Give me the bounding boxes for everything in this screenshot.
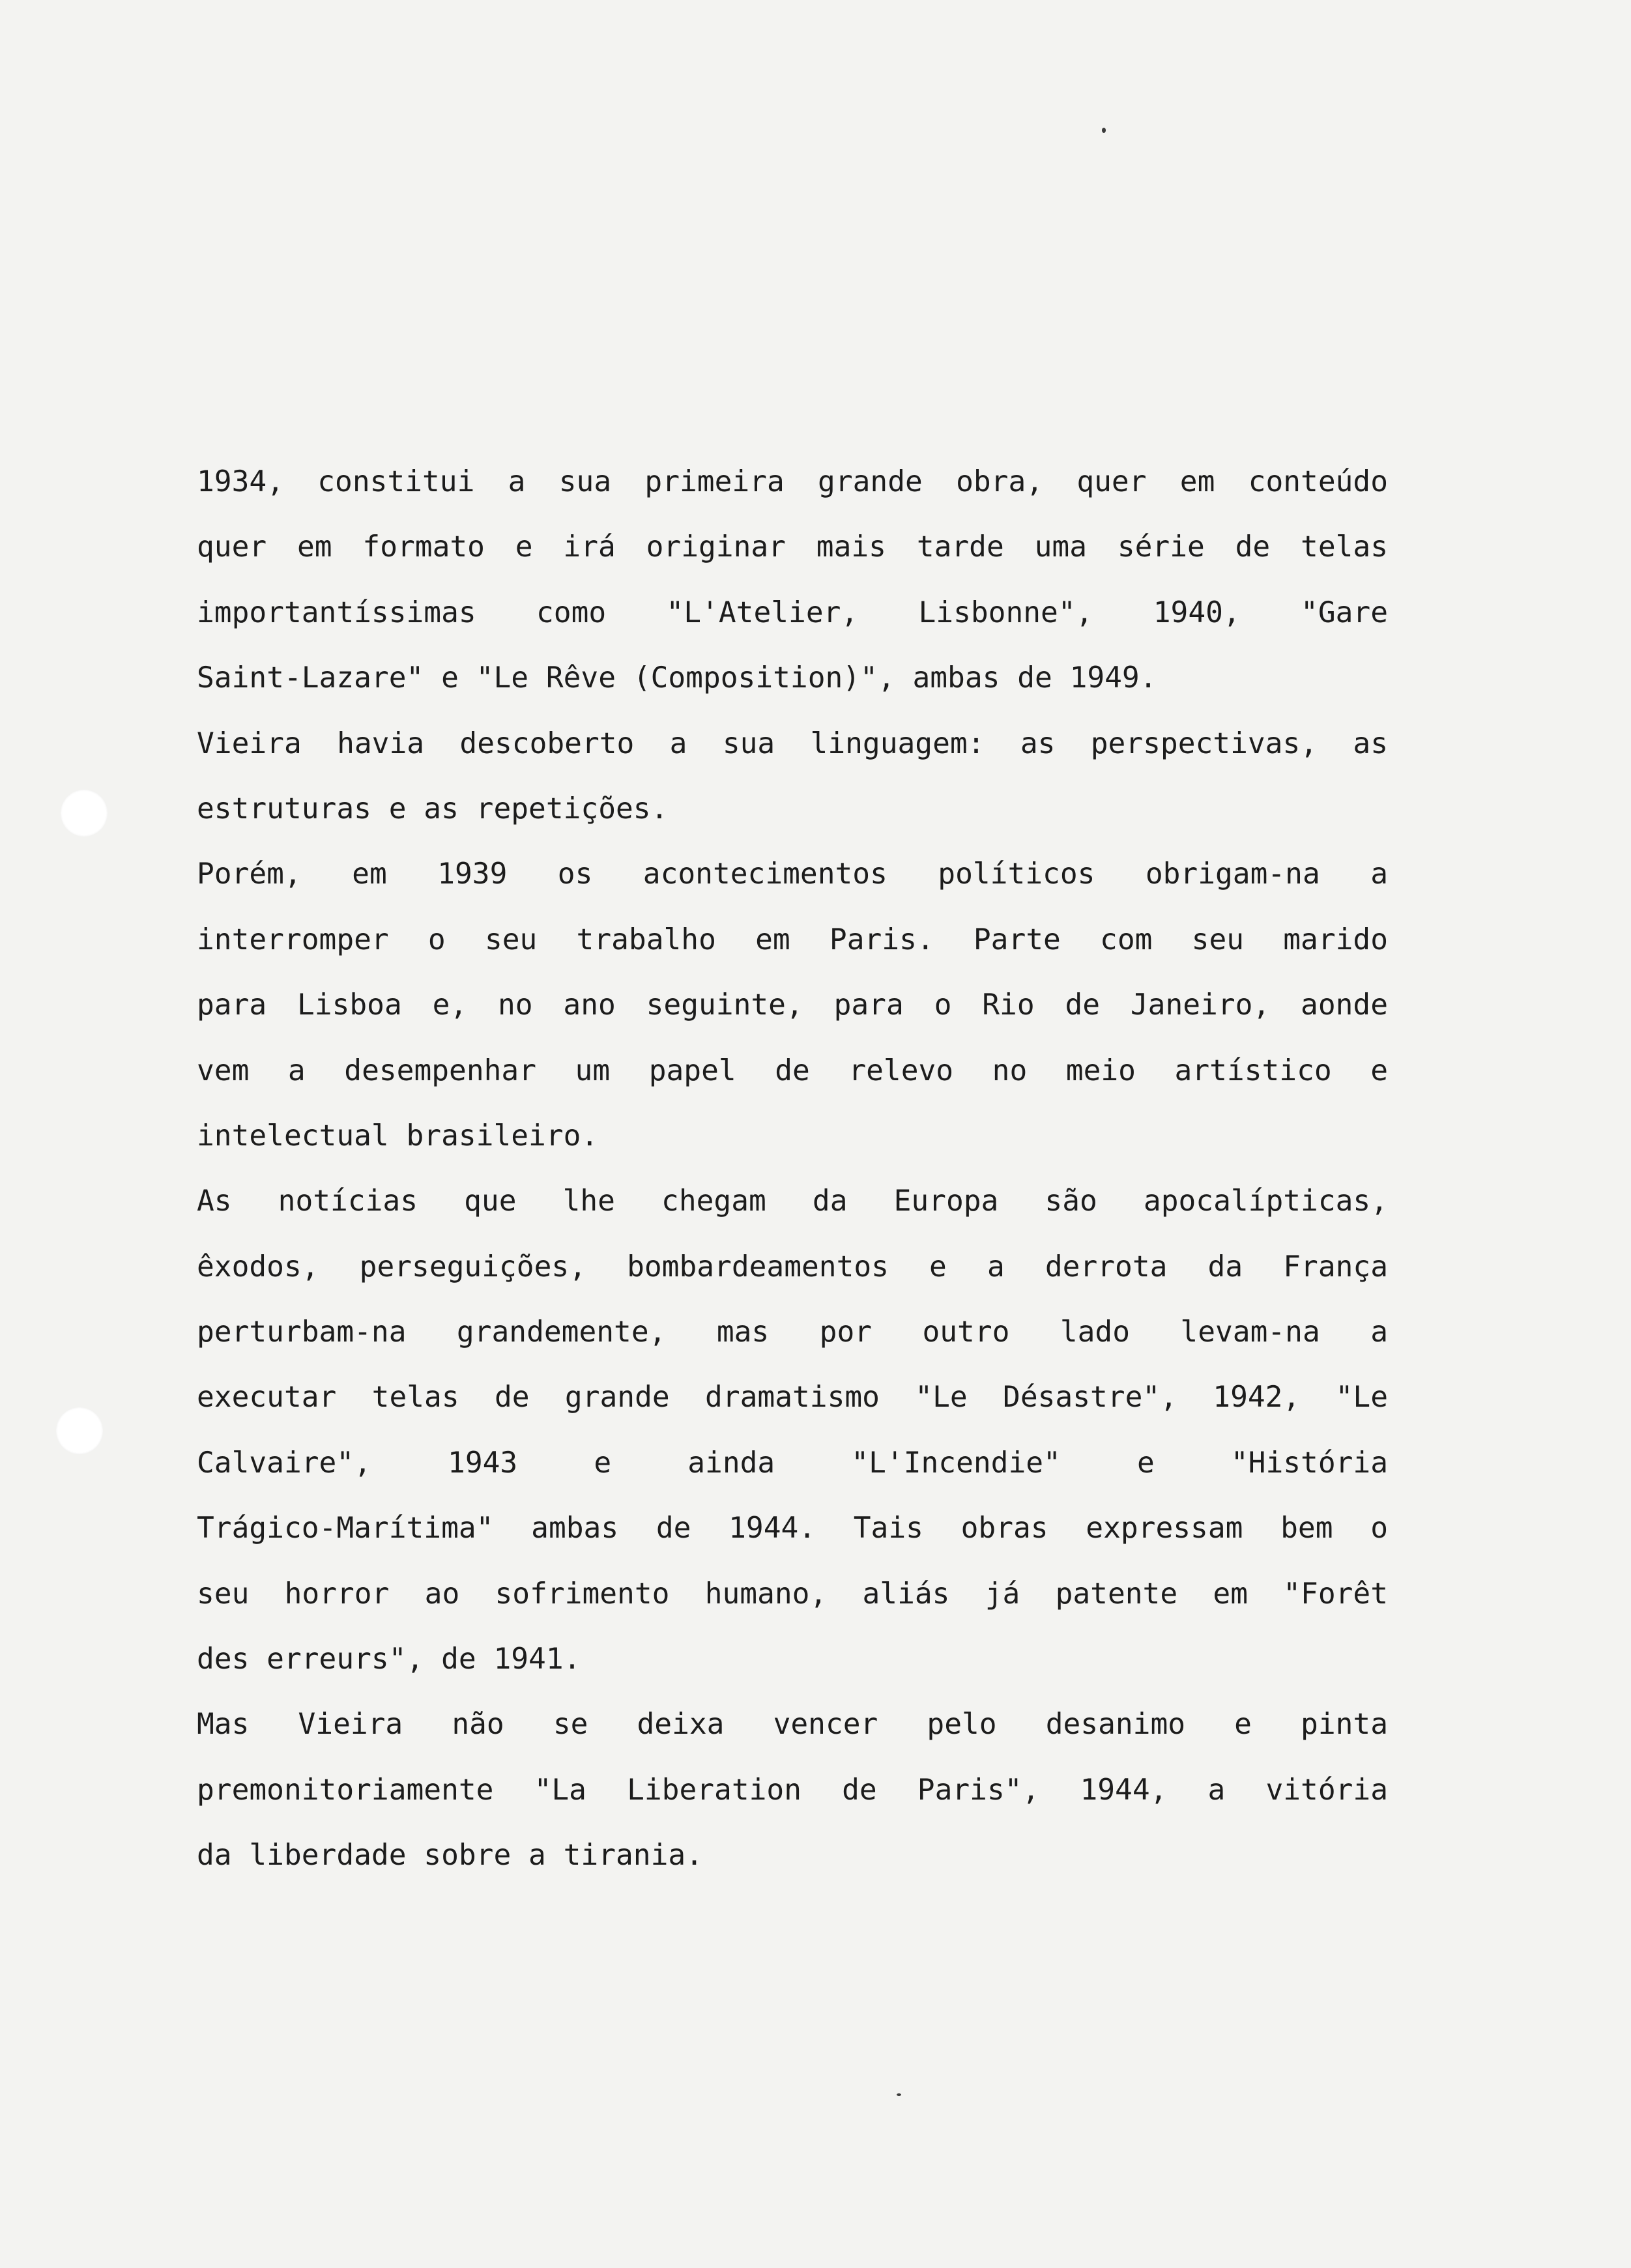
text-line: quer em formato e irá originar mais tarde uma série de telas (197, 530, 1388, 564)
text-line: estruturas e as repetições. (197, 792, 669, 825)
text-line: perturbam-na grandemente, mas por outro lado levam-na a (197, 1315, 1388, 1349)
punch-hole-top (61, 790, 108, 837)
text-line: para Lisboa e, no ano seguinte, para o Rio de Janeiro, aonde (197, 988, 1388, 1022)
text-line: Calvaire", 1943 e ainda "L'Incendie" e "História (197, 1446, 1388, 1480)
text-line: Vieira havia descoberto a sua linguagem: as perspectivas, as (197, 726, 1388, 760)
ink-speck-bottom (897, 2093, 901, 2096)
text-line: Porém, em 1939 os acontecimentos políticos obrigam-na a (197, 857, 1388, 891)
text-line: intelectual brasileiro. (197, 1119, 599, 1153)
text-line: Mas Vieira não se deixa vencer pelo desanimo e pinta (197, 1708, 1388, 1742)
text-line: importantíssimas como "L'Atelier, Lisbonne", 1940, "Gare (197, 596, 1388, 629)
text-line: executar telas de grande dramatismo "Le Désastre", 1942, "Le (197, 1381, 1388, 1414)
text-line: êxodos, perseguições, bombardeamentos e a derrota da França (197, 1250, 1388, 1284)
text-line: Trágico-Marítima" ambas de 1944. Tais obras expressam bem o (197, 1512, 1388, 1545)
text-line: interromper o seu trabalho em Paris. Parte com seu marido (197, 923, 1388, 956)
punch-hole-bottom (56, 1407, 103, 1454)
text-line: As notícias que lhe chegam da Europa são apocalípticas, (197, 1184, 1388, 1218)
text-line: da liberdade sobre a tirania. (197, 1839, 703, 1873)
text-line: Saint-Lazare" e "Le Rêve (Composition)", ambas de 1949. (197, 661, 1157, 695)
text-line: 1934, constitui a sua primeira grande obra, quer em conteúdo (197, 465, 1388, 498)
text-line: vem a desempenhar um papel de relevo no meio artístico e (197, 1054, 1388, 1087)
ink-speck-top (1102, 128, 1106, 133)
text-line: des erreurs", de 1941. (197, 1643, 581, 1676)
typewritten-text (197, 450, 1388, 1889)
text-line: seu horror ao sofrimento humano, aliás já patente em "Forêt (197, 1577, 1388, 1611)
text-line: premonitoriamente "La Liberation de Paris", 1944, a vitória (197, 1773, 1388, 1807)
